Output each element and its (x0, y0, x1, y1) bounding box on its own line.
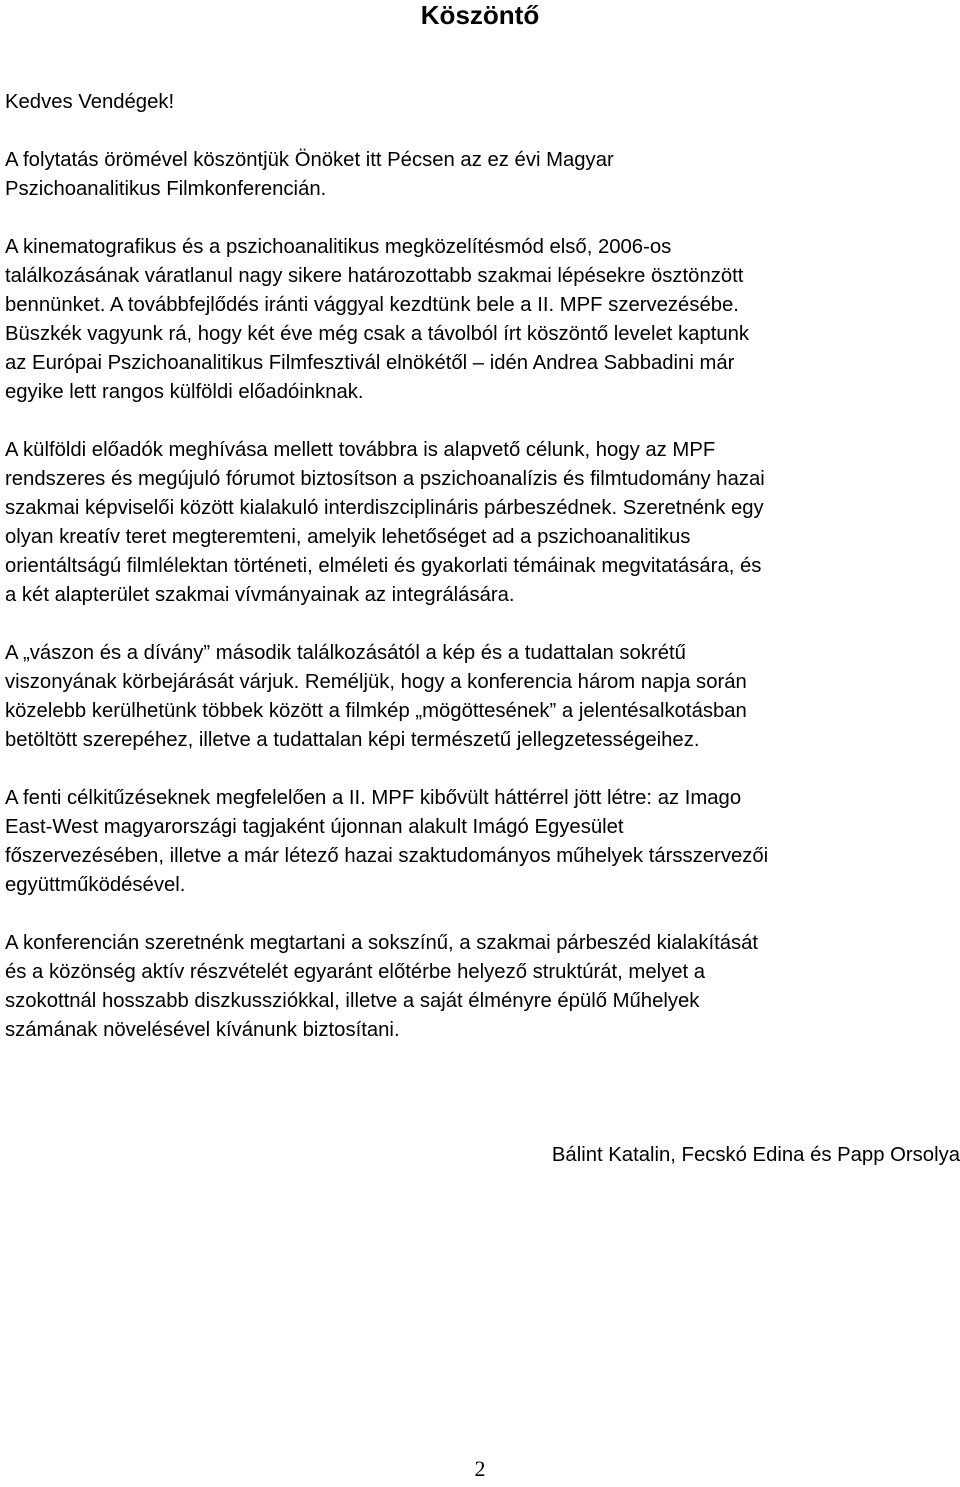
text-line: találkozásának váratlanul nagy sikere határozottabb szakmai lépésekre ösztönzött (5, 265, 744, 287)
text-line: A külföldi előadók meghívása mellett továbbra is alapvető célunk, hogy az MPF (5, 439, 716, 461)
text-line: rendszeres és megújuló fórumot biztosítson a pszichoanalízis és filmtudomány hazai (5, 468, 765, 490)
text-line: bennünket. A továbbfejlődés iránti vággyal kezdtünk bele a II. MPF szervezésébe. (5, 294, 739, 316)
paragraph-2 (5, 233, 955, 407)
text-line: az Európai Pszichoanalitikus Filmfesztivál elnökétől – idén Andrea Sabbadini már (5, 352, 735, 374)
greeting: Kedves Vendégek! (5, 91, 175, 113)
text-line: Büszkék vagyunk rá, hogy két éve még csak a távolból írt köszöntő levelet kaptunk (5, 323, 750, 345)
text-line: főszervezésében, illetve a már létező hazai szaktudományos műhelyek társszervezői (5, 845, 769, 867)
text-line: East-West magyarországi tagjaként újonnan alakult Imágó Egyesület (5, 816, 624, 838)
signature: Bálint Katalin, Fecskó Edina és Papp Orsolya (551, 1144, 960, 1166)
paragraph-3 (5, 436, 955, 610)
text-line: szokottnál hosszabb diszkussziókkal, illetve a saját élményre épülő Műhelyek (5, 990, 700, 1012)
text-line: a két alapterület szakmai vívmányainak az integrálására. (5, 584, 515, 606)
text-line: A fenti célkitűzéseknek megfelelően a II. MPF kibővült háttérrel jött létre: az Imago (5, 787, 742, 809)
text-line: számának növelésével kívánunk biztosítani. (5, 1019, 400, 1041)
text-line: A kinematografikus és a pszichoanalitikus megközelítésmód első, 2006-os (5, 236, 672, 258)
text-line: Pszichoanalitikus Filmkonferencián. (5, 178, 327, 200)
text-line: és a közönség aktív részvételét egyaránt előtérbe helyező struktúrát, melyet a (5, 961, 706, 983)
paragraph-1 (5, 146, 955, 204)
paragraph-5 (5, 784, 955, 900)
text-line: együttműködésével. (5, 874, 186, 896)
text-line: A „vászon és a dívány” második találkozásától a kép és a tudattalan sokrétű (5, 642, 686, 664)
text-line: viszonyának körbejárását várjuk. Reméljük, hogy a konferencia három napja során (5, 671, 747, 693)
text-line: betöltött szerepéhez, illetve a tudattalan képi természetű jellegzetességeihez. (5, 729, 700, 751)
text-line: szakmai képviselői között kialakuló interdiszciplináris párbeszédnek. Szeretnénk egy (5, 497, 764, 519)
page-title: Köszöntő (420, 0, 540, 30)
text-line: orientáltságú filmlélektan történeti, elméleti és gyakorlati témáinak megvitatására, és (5, 555, 762, 577)
text-line: A konferencián szeretnénk megtartani a sokszínű, a szakmai párbeszéd kialakítását (5, 932, 759, 954)
paragraph-6 (5, 929, 955, 1045)
text-line: közelebb kerülhetünk többek között a filmkép „mögöttesének” a jelentésalkotásban (5, 700, 747, 722)
page-number: 2 (474, 1456, 486, 1481)
text-line: egyike lett rangos külföldi előadóinknak. (5, 381, 364, 403)
text-line: olyan kreatív teret megteremteni, amelyik lehetőséget ad a pszichoanalitikus (5, 526, 691, 548)
letter-body (5, 88, 955, 1074)
text-line: A folytatás örömével köszöntjük Önöket itt Pécsen az ez évi Magyar (5, 149, 614, 171)
paragraph-4 (5, 639, 955, 755)
